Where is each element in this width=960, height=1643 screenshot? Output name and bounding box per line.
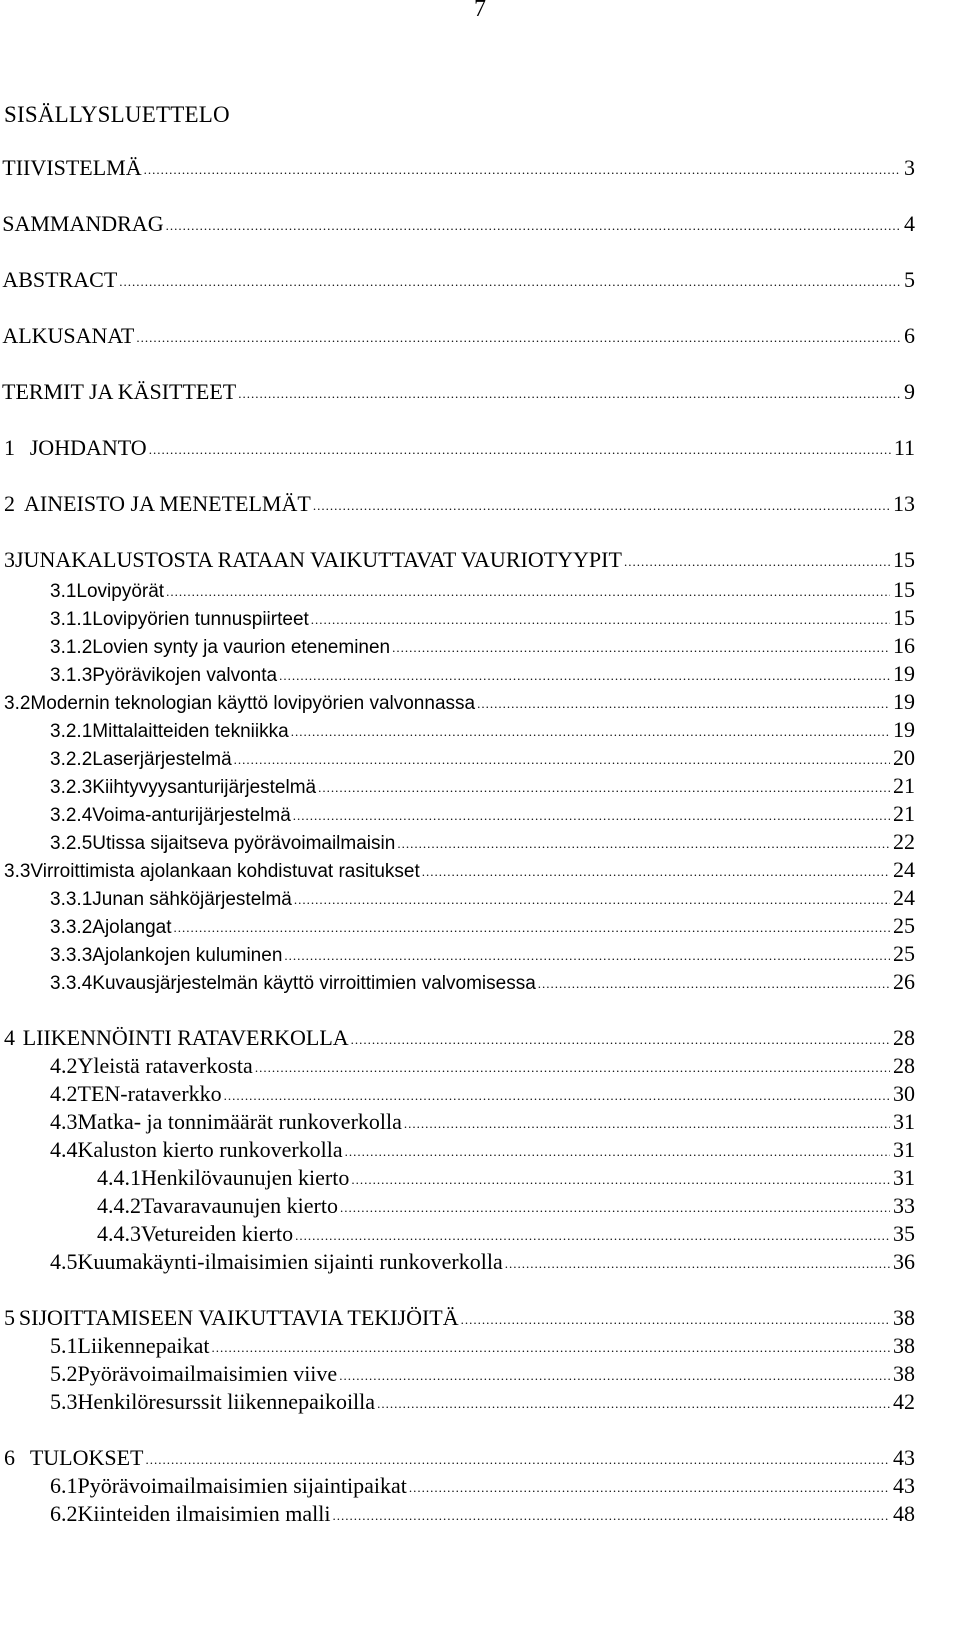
- toc-entry-label: Vetureiden kierto: [141, 1221, 294, 1246]
- toc-entry[interactable]: [50, 912, 915, 940]
- toc-entry[interactable]: [50, 1108, 915, 1136]
- toc-entry[interactable]: [0, 266, 915, 294]
- dot-leader: [477, 690, 890, 718]
- dot-leader: [145, 1446, 890, 1474]
- toc-entry[interactable]: [4, 490, 915, 518]
- toc-entry-number: 3.3.3: [50, 945, 93, 966]
- toc-entry-label: Henkilövaunujen kierto: [141, 1165, 350, 1190]
- toc-entry-label: Voima-anturijärjestelmä: [92, 805, 291, 826]
- toc-entry[interactable]: [50, 1136, 915, 1164]
- toc-entry-number: 3.1: [50, 581, 77, 602]
- toc-entry-page: 24: [893, 885, 915, 910]
- toc-entry-number: 3.3.4: [50, 973, 93, 994]
- toc-entry[interactable]: [50, 1248, 915, 1276]
- dot-leader: [351, 1166, 890, 1194]
- toc-entry-label: AINEISTO JA MENETELMÄT: [24, 491, 311, 516]
- toc-entry[interactable]: [50, 884, 915, 912]
- toc-entry-page: 15: [893, 605, 915, 630]
- toc-entry[interactable]: [50, 1360, 915, 1388]
- toc-entry[interactable]: [4, 688, 915, 716]
- toc-entry-number: 3.2.4: [50, 805, 93, 826]
- toc-entry-label: Kiinteiden ilmaisimien malli: [77, 1501, 331, 1526]
- toc-entry-label: TEN-rataverkko: [77, 1081, 222, 1106]
- toc-entry-page: 20: [893, 745, 915, 770]
- dot-leader: [174, 914, 891, 942]
- toc-entry-label: Kuvausjärjestelmän käyttö virroittimien valvomisessa: [92, 973, 536, 994]
- dot-leader: [136, 324, 901, 352]
- toc-entry-page: 31: [893, 1137, 915, 1162]
- toc-entry-number: 4.4: [50, 1137, 78, 1162]
- toc-entry-number: 4.4.3: [97, 1221, 141, 1246]
- toc-entry-page: 24: [893, 857, 915, 882]
- toc-entry-page: 28: [893, 1025, 915, 1050]
- toc-entry-page: 38: [893, 1305, 915, 1330]
- toc-entry-page: 15: [893, 547, 915, 572]
- dot-leader: [332, 1502, 890, 1530]
- toc-entry-page: 36: [893, 1249, 915, 1274]
- toc-entry[interactable]: [50, 1332, 915, 1360]
- toc-entry-number: 1: [4, 435, 15, 460]
- toc-entry-page: 16: [893, 633, 915, 658]
- toc-entry[interactable]: [4, 856, 915, 884]
- toc-entry[interactable]: [50, 1080, 915, 1108]
- toc-entry-label: Henkilöresurssit liikennepaikoilla: [77, 1389, 376, 1414]
- toc-entry-label: JOHDANTO: [29, 435, 147, 460]
- toc-entry-number: 4.3: [50, 1109, 78, 1134]
- toc-entry-number: 3.1.1: [50, 609, 93, 630]
- toc-entry-page: 26: [893, 969, 915, 994]
- toc-entry-number: 3.3.1: [50, 889, 93, 910]
- toc-entry-page: 4: [904, 211, 915, 236]
- dot-leader: [397, 830, 890, 858]
- toc-entry[interactable]: [50, 968, 915, 996]
- toc-entry-number: 5: [4, 1305, 15, 1330]
- toc-entry[interactable]: [50, 632, 915, 660]
- toc-entry-page: 35: [893, 1221, 915, 1246]
- toc-entry[interactable]: [50, 800, 915, 828]
- toc-entry-page: 19: [893, 689, 915, 714]
- toc-entry-label: TULOKSET: [29, 1445, 144, 1470]
- dot-leader: [538, 970, 890, 998]
- toc-entry-page: 21: [893, 801, 915, 826]
- toc-entry-number: 3.2.5: [50, 833, 93, 854]
- dot-leader: [294, 886, 890, 914]
- toc-entry[interactable]: [97, 1164, 915, 1192]
- toc-entry-number: 3.2.3: [50, 777, 93, 798]
- toc-entry[interactable]: [50, 828, 915, 856]
- toc-entry-page: 19: [893, 661, 915, 686]
- toc-entry-number: 4: [4, 1025, 15, 1050]
- toc-entry-label: ABSTRACT: [2, 267, 118, 292]
- dot-leader: [505, 1250, 890, 1278]
- page-number: 7: [474, 0, 486, 22]
- toc-entry-number: 3.3.2: [50, 917, 93, 938]
- toc-entry-page: 25: [893, 913, 915, 938]
- toc-entry-page: 31: [893, 1165, 915, 1190]
- toc-entry-number: 3.3: [4, 861, 31, 882]
- toc-entry-number: 4.4.2: [97, 1193, 141, 1218]
- toc-entry-label: Yleistä rataverkosta: [77, 1053, 253, 1078]
- dot-leader: [318, 774, 890, 802]
- toc-entry-label: ALKUSANAT: [2, 323, 135, 348]
- toc-entry-label: SIJOITTAMISEEN VAIKUTTAVIA TEKIJÖITÄ: [18, 1305, 459, 1330]
- dot-leader: [340, 1194, 890, 1222]
- toc-entry-label: LIIKENNÖINTI RATAVERKOLLA: [22, 1025, 349, 1050]
- dot-leader: [234, 746, 890, 774]
- toc-entry-number: 4.2: [50, 1081, 78, 1106]
- toc-entry-label: Tavaravaunujen kierto: [141, 1193, 338, 1218]
- toc-entry[interactable]: [50, 1388, 915, 1416]
- toc-entry[interactable]: [0, 154, 915, 182]
- dot-leader: [295, 1222, 890, 1250]
- toc-entry[interactable]: [50, 744, 915, 772]
- dot-leader: [224, 1082, 890, 1110]
- toc-entry-label: Kaluston kierto runkoverkolla: [77, 1137, 343, 1162]
- toc-entry-label: TIIVISTELMÄ: [2, 155, 142, 180]
- toc-entry-page: 48: [893, 1501, 915, 1526]
- toc-entry-number: 3.2: [4, 693, 31, 714]
- toc-entry-page: 43: [893, 1473, 915, 1498]
- dot-leader: [144, 156, 901, 184]
- toc-entry-number: 4.4.1: [97, 1165, 141, 1190]
- dot-leader: [293, 802, 890, 830]
- dot-leader: [211, 1334, 890, 1362]
- dot-leader: [166, 212, 901, 240]
- toc-entry-label: Pyörävoimailmaisimien viive: [77, 1361, 338, 1386]
- toc-entry[interactable]: [0, 322, 915, 350]
- toc-entry[interactable]: [50, 1500, 915, 1528]
- dot-leader: [238, 380, 901, 408]
- toc-entry-label: JUNAKALUSTOSTA RATAAN VAIKUTTAVAT VAURIOTYYPIT: [15, 547, 622, 572]
- toc-entry-page: 38: [893, 1333, 915, 1358]
- toc-entry[interactable]: [97, 1220, 915, 1248]
- toc-entry-label: TERMIT JA KÄSITTEET: [2, 379, 237, 404]
- dot-leader: [255, 1054, 890, 1082]
- toc-entry-label: Kiihtyvyysanturijärjestelmä: [92, 777, 317, 798]
- toc-entry[interactable]: [4, 1304, 915, 1332]
- dot-leader: [313, 492, 890, 520]
- dot-leader: [291, 718, 890, 746]
- toc-entry-page: 9: [904, 379, 915, 404]
- toc-entry[interactable]: [50, 716, 915, 744]
- toc-entry-number: 6: [4, 1445, 15, 1470]
- toc-entry[interactable]: [50, 604, 915, 632]
- toc-entry-page: 15: [893, 577, 915, 602]
- dot-leader: [392, 634, 890, 662]
- toc-entry[interactable]: [50, 576, 915, 604]
- toc-entry[interactable]: [50, 1472, 915, 1500]
- dot-leader: [409, 1474, 890, 1502]
- toc-entry-number: 3.1.3: [50, 665, 93, 686]
- toc-entry-label: Pyörävoimailmaisimien sijaintipaikat: [77, 1473, 407, 1498]
- toc-entry-page: 19: [893, 717, 915, 742]
- toc-entry[interactable]: [97, 1192, 915, 1220]
- dot-leader: [404, 1110, 890, 1138]
- toc-entry-label: Ajolankojen kuluminen: [92, 945, 283, 966]
- toc-entry-label: Junan sähköjärjestelmä: [92, 889, 292, 910]
- dot-leader: [461, 1306, 890, 1334]
- toc-entry-label: Lovipyörien tunnuspiirteet: [92, 609, 309, 630]
- dot-leader: [149, 436, 891, 464]
- toc-entry-number: 5.3: [50, 1389, 78, 1414]
- toc-entry-label: Modernin teknologian käyttö lovipyörien valvonnassa: [30, 693, 476, 714]
- toc-entry-page: 42: [893, 1389, 915, 1414]
- toc-entry-label: Virroittimista ajolankaan kohdistuvat rasitukset: [30, 861, 420, 882]
- toc-entry-label: Laserjärjestelmä: [92, 749, 232, 770]
- toc-entry-label: SAMMANDRAG: [2, 211, 164, 236]
- toc-entry-label: Lovipyörät: [76, 581, 165, 602]
- toc-entry-number: 3.1.2: [50, 637, 93, 658]
- toc-entry-number: 2: [4, 491, 15, 516]
- toc-entry-label: Mittalaitteiden tekniikka: [92, 721, 289, 742]
- toc-entry[interactable]: [4, 546, 915, 574]
- toc-entry-number: 3: [4, 547, 15, 572]
- toc-entry-label: Ajolangat: [92, 917, 172, 938]
- toc-entry-page: 5: [904, 267, 915, 292]
- toc-entry[interactable]: [4, 1024, 915, 1052]
- dot-leader: [624, 548, 890, 576]
- dot-leader: [284, 942, 890, 970]
- toc-entry-label: Lovien synty ja vaurion eteneminen: [92, 637, 391, 658]
- toc-entry-page: 33: [893, 1193, 915, 1218]
- toc-entry[interactable]: [0, 378, 915, 406]
- toc-entry-number: 4.5: [50, 1249, 78, 1274]
- toc-entry-label: Kuumakäynti-ilmaisimien sijainti runkoverkolla: [77, 1249, 503, 1274]
- toc-title: SISÄLLYSLUETTELO: [4, 102, 230, 127]
- toc-entry-page: 28: [893, 1053, 915, 1078]
- toc-entry-number: 5.1: [50, 1333, 78, 1358]
- toc-entry[interactable]: [50, 772, 915, 800]
- toc-entry-number: 5.2: [50, 1361, 78, 1386]
- toc-entry-label: Pyörävikojen valvonta: [92, 665, 278, 686]
- dot-leader: [166, 578, 890, 606]
- toc-entry[interactable]: [4, 1444, 915, 1472]
- toc-entry-label: Matka- ja tonnimäärät runkoverkolla: [77, 1109, 402, 1134]
- toc-entry-number: 3.2.1: [50, 721, 93, 742]
- toc-entry[interactable]: [50, 660, 915, 688]
- dot-leader: [339, 1362, 890, 1390]
- dot-leader: [311, 606, 890, 634]
- toc-entry-number: 6.1: [50, 1473, 78, 1498]
- toc-entry-page: 6: [904, 323, 915, 348]
- dot-leader: [422, 858, 890, 886]
- toc-entry-page: 21: [893, 773, 915, 798]
- toc-entry-number: 6.2: [50, 1501, 78, 1526]
- toc-entry[interactable]: [0, 210, 915, 238]
- toc-entry-page: 11: [893, 435, 915, 460]
- toc-entry-number: 4.2: [50, 1053, 78, 1078]
- toc-entry-number: 3.2.2: [50, 749, 93, 770]
- toc-entry-page: 3: [904, 155, 915, 180]
- dot-leader: [351, 1026, 890, 1054]
- toc-entry-page: 13: [893, 491, 915, 516]
- dot-leader: [377, 1390, 890, 1418]
- toc-entry[interactable]: [50, 1052, 915, 1080]
- toc-entry-page: 25: [893, 941, 915, 966]
- toc-entry-page: 43: [893, 1445, 915, 1470]
- toc-entry-page: 38: [893, 1361, 915, 1386]
- toc-entry-page: 22: [893, 829, 915, 854]
- dot-leader: [279, 662, 890, 690]
- toc-entry-label: Utissa sijaitseva pyörävoimailmaisin: [92, 833, 396, 854]
- dot-leader: [345, 1138, 890, 1166]
- toc-entry[interactable]: [50, 940, 915, 968]
- toc-entry-label: Liikennepaikat: [77, 1333, 210, 1358]
- dot-leader: [119, 268, 901, 296]
- toc-entry[interactable]: [4, 434, 915, 462]
- toc-entry-page: 30: [893, 1081, 915, 1106]
- toc-entry-page: 31: [893, 1109, 915, 1134]
